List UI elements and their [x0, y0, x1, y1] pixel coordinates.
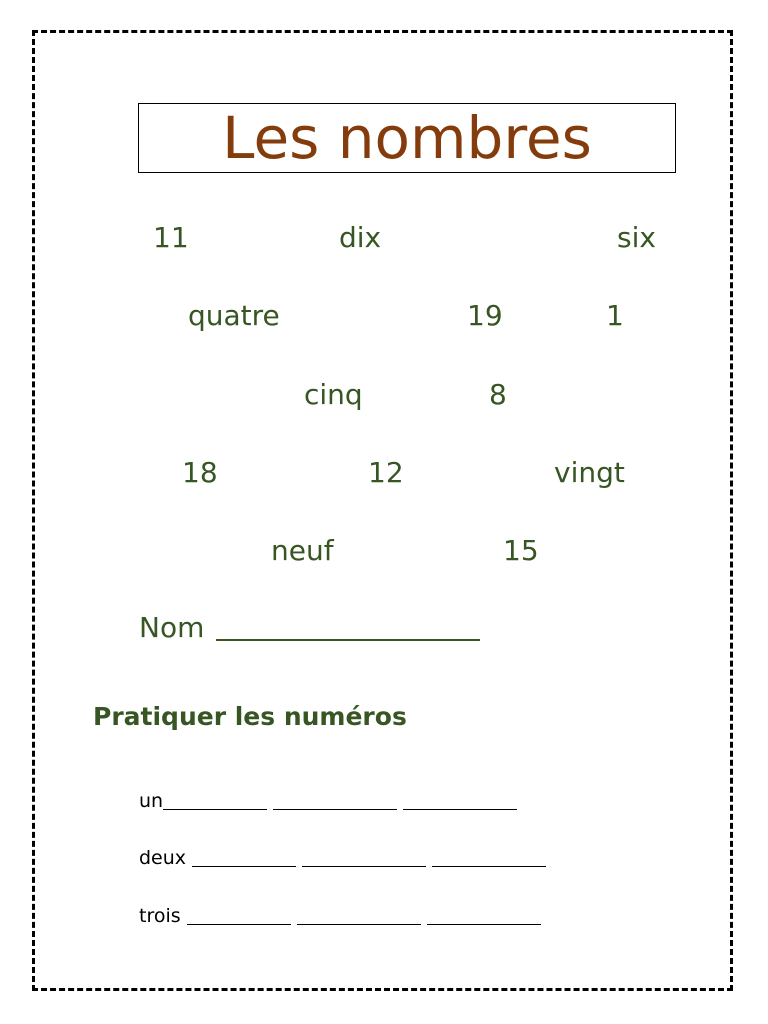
name-label: Nom — [139, 611, 205, 644]
number-word: quatre — [188, 299, 280, 332]
blank-line[interactable] — [187, 924, 291, 926]
number-word: 15 — [503, 534, 539, 567]
practice-row — [139, 907, 541, 926]
blank-line[interactable] — [302, 866, 426, 868]
blank-line[interactable] — [403, 809, 517, 811]
practice-row — [139, 849, 546, 868]
page-title: Les nombres — [222, 104, 592, 172]
blank-line[interactable] — [432, 866, 546, 868]
number-word: six — [617, 221, 656, 254]
blank-line[interactable] — [163, 809, 267, 811]
section-heading: Pratiquer les numéros — [93, 702, 407, 731]
number-word: neuf — [271, 534, 334, 567]
number-word: 19 — [467, 299, 503, 332]
number-word: dix — [339, 221, 382, 254]
number-word: cinq — [304, 378, 363, 411]
number-word: 18 — [182, 456, 218, 489]
page-border — [32, 30, 733, 991]
title-box — [138, 103, 676, 173]
blank-line[interactable] — [192, 866, 296, 868]
blank-line[interactable] — [297, 924, 421, 926]
name-field — [139, 611, 480, 644]
name-blank-line[interactable] — [216, 639, 480, 641]
number-word: vingt — [554, 456, 625, 489]
number-word: 1 — [606, 299, 624, 332]
practice-word: trois — [139, 905, 181, 927]
number-word: 11 — [153, 221, 189, 254]
number-word: 8 — [489, 378, 507, 411]
practice-word: un — [139, 790, 164, 812]
number-word: 12 — [368, 456, 404, 489]
practice-word: deux — [139, 847, 187, 869]
blank-line[interactable] — [427, 924, 541, 926]
practice-row — [139, 792, 517, 811]
blank-line[interactable] — [273, 809, 397, 811]
